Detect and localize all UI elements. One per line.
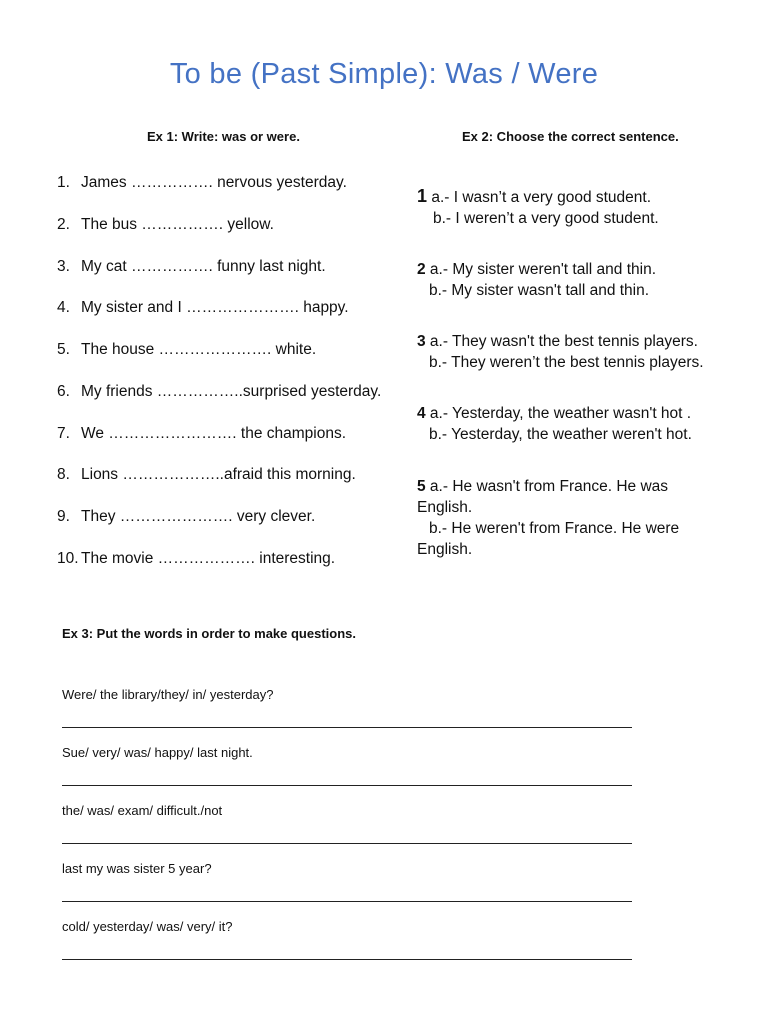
item-number: 5 (417, 478, 426, 495)
ex1-item (57, 174, 347, 192)
option-a: a.- My sister weren't tall and thin. (425, 261, 657, 278)
item-text: My sister and I …………………. happy. (81, 299, 349, 316)
question-prompt: cold/ yesterday/ was/ very/ it? (62, 919, 233, 934)
answer-line[interactable] (62, 959, 632, 960)
option-b: b.- He weren't from France. He were English. (417, 520, 680, 558)
item-text: They …………………. very clever. (81, 508, 316, 525)
option-a: a.- He wasn't from France. He was English. (417, 478, 669, 516)
item-number: 5. (57, 341, 70, 358)
item-number: 4. (57, 299, 70, 316)
item-text: The house …………………. white. (81, 341, 317, 358)
page-title: To be (Past Simple): Was / Were (169, 58, 599, 90)
item-number: 4 (417, 405, 426, 422)
question-prompt: last my was sister 5 year? (62, 861, 212, 876)
option-a: a.- Yesterday, the weather wasn't hot . (425, 405, 692, 422)
ex2-item (417, 186, 747, 229)
question-prompt: Sue/ very/ was/ happy/ last night. (62, 745, 253, 760)
ex2-item (417, 403, 747, 445)
ex1-item (57, 550, 335, 568)
option-a: a.- I wasn’t a very good student. (427, 189, 652, 206)
ex1-item (57, 216, 274, 234)
exercise-2-heading: Ex 2: Choose the correct sentence. (462, 129, 679, 144)
answer-line[interactable] (62, 901, 632, 902)
answer-line[interactable] (62, 727, 632, 728)
item-number: 1. (57, 174, 70, 191)
answer-line[interactable] (62, 785, 632, 786)
item-text: The bus ……………. yellow. (81, 216, 274, 233)
ex1-item (57, 258, 326, 276)
question-prompt: Were/ the library/they/ in/ yesterday? (62, 687, 274, 702)
exercise-3-heading: Ex 3: Put the words in order to make questions. (62, 626, 356, 641)
question-prompt: the/ was/ exam/ difficult./not (62, 803, 223, 818)
ex1-item (57, 466, 356, 484)
item-number: 9. (57, 508, 70, 525)
item-text: James ……………. nervous yesterday. (81, 174, 347, 191)
item-text: Lions ………………..afraid this morning. (81, 466, 356, 483)
option-b: b.- My sister wasn't tall and thin. (429, 282, 650, 299)
exercise-1-heading: Ex 1: Write: was or were. (147, 129, 300, 144)
ex1-item (57, 383, 381, 401)
item-text: My cat ……………. funny last night. (81, 258, 326, 275)
option-a: a.- They wasn't the best tennis players. (425, 333, 698, 350)
ex1-item (57, 341, 316, 359)
item-text: The movie ………………. interesting. (81, 550, 336, 567)
item-number: 3 (417, 333, 426, 350)
option-b: b.- I weren’t a very good student. (433, 210, 659, 227)
option-b: b.- They weren’t the best tennis players. (429, 354, 704, 371)
item-number: 8. (57, 466, 70, 483)
item-number: 1 (417, 186, 428, 206)
ex1-item (57, 299, 349, 317)
ex2-item (417, 259, 747, 301)
item-text: My friends ……………..surprised yesterday. (81, 383, 382, 400)
item-number: 2 (417, 261, 426, 278)
item-number: 2. (57, 216, 70, 233)
item-number: 10. (57, 550, 79, 567)
item-number: 7. (57, 425, 70, 442)
option-b: b.- Yesterday, the weather weren't hot. (429, 426, 692, 443)
item-number: 3. (57, 258, 70, 275)
ex1-item (57, 508, 315, 526)
ex2-item (417, 331, 747, 373)
ex2-item (417, 476, 717, 560)
item-number: 6. (57, 383, 70, 400)
item-text: We ……………………. the champions. (81, 425, 347, 442)
ex1-item (57, 425, 346, 443)
answer-line[interactable] (62, 843, 632, 844)
